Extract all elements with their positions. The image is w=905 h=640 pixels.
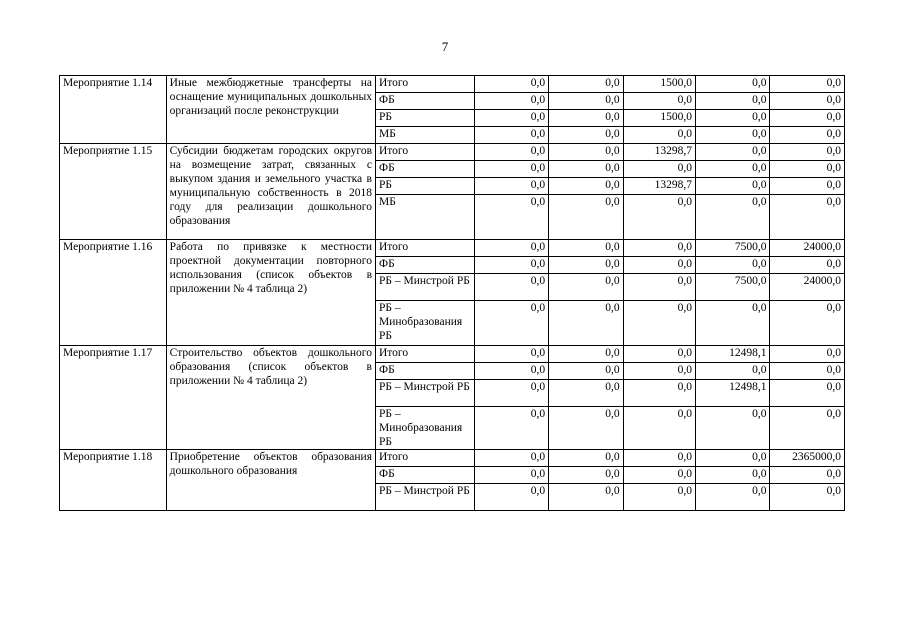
amount-cell: 2365000,0 [770, 450, 845, 467]
amount-cell: 0,0 [770, 178, 845, 195]
amount-cell: 0,0 [549, 380, 623, 407]
amount-cell: 0,0 [770, 144, 845, 161]
amount-cell: 0,0 [623, 363, 695, 380]
funding-source: РБ – Минстрой РБ [376, 274, 475, 301]
amount-cell: 0,0 [623, 127, 695, 144]
funding-source: РБ [376, 178, 475, 195]
amount-cell: 0,0 [549, 195, 623, 240]
amount-cell: 0,0 [474, 274, 548, 301]
amount-cell: 0,0 [696, 127, 770, 144]
amount-cell: 0,0 [474, 484, 548, 511]
amount-cell: 0,0 [623, 240, 695, 257]
amount-cell: 0,0 [474, 407, 548, 450]
amount-cell: 0,0 [623, 380, 695, 407]
amount-cell: 0,0 [696, 484, 770, 511]
amount-cell: 0,0 [623, 93, 695, 110]
event-label: Мероприятие 1.15 [60, 144, 167, 240]
amount-cell: 0,0 [770, 301, 845, 346]
amount-cell: 0,0 [623, 301, 695, 346]
amount-cell: 0,0 [696, 178, 770, 195]
funding-source: РБ [376, 110, 475, 127]
amount-cell: 0,0 [770, 161, 845, 178]
funding-source: Итого [376, 240, 475, 257]
amount-cell: 0,0 [696, 93, 770, 110]
amount-cell: 0,0 [696, 144, 770, 161]
amount-cell: 0,0 [623, 407, 695, 450]
amount-cell: 0,0 [549, 274, 623, 301]
amount-cell: 0,0 [623, 450, 695, 467]
funding-source: ФБ [376, 161, 475, 178]
funding-source: ФБ [376, 93, 475, 110]
amount-cell: 0,0 [770, 110, 845, 127]
funding-source: РБ – Минобразования РБ [376, 407, 475, 450]
amount-cell: 0,0 [770, 380, 845, 407]
amount-cell: 0,0 [549, 161, 623, 178]
amount-cell: 0,0 [623, 346, 695, 363]
event-description: Иные межбюджетные трансферты на оснащение муниципальных дошкольных организаций после реконструкции [166, 76, 375, 144]
amount-cell: 7500,0 [696, 274, 770, 301]
amount-cell: 13298,7 [623, 144, 695, 161]
amount-cell: 0,0 [770, 467, 845, 484]
amount-cell: 0,0 [549, 144, 623, 161]
amount-cell: 0,0 [770, 195, 845, 240]
funding-source: Итого [376, 144, 475, 161]
amount-cell: 0,0 [549, 257, 623, 274]
amount-cell: 0,0 [696, 76, 770, 93]
amount-cell: 0,0 [549, 178, 623, 195]
amount-cell: 0,0 [549, 110, 623, 127]
table-row [60, 450, 845, 467]
amount-cell: 0,0 [474, 127, 548, 144]
amount-cell: 0,0 [623, 484, 695, 511]
amount-cell: 0,0 [623, 467, 695, 484]
amount-cell: 0,0 [474, 467, 548, 484]
funding-source: Итого [376, 76, 475, 93]
table-row [60, 346, 845, 363]
amount-cell: 1500,0 [623, 76, 695, 93]
amount-cell: 0,0 [770, 257, 845, 274]
funding-source: РБ – Минстрой РБ [376, 380, 475, 407]
event-description: Приобретение объектов образования дошкольного образования [166, 450, 375, 511]
amount-cell: 0,0 [474, 363, 548, 380]
funding-source: РБ – Минстрой РБ [376, 484, 475, 511]
event-label: Мероприятие 1.18 [60, 450, 167, 511]
amount-cell: 1500,0 [623, 110, 695, 127]
amount-cell: 0,0 [623, 274, 695, 301]
amount-cell: 0,0 [770, 93, 845, 110]
amount-cell: 24000,0 [770, 274, 845, 301]
funding-source: МБ [376, 195, 475, 240]
amount-cell: 0,0 [696, 195, 770, 240]
amount-cell: 12498,1 [696, 380, 770, 407]
event-description: Работа по привязке к местности проектной документации повторного использования (список объектов в приложении № 4 таблица 2) [166, 240, 375, 346]
amount-cell: 0,0 [549, 407, 623, 450]
funding-table [59, 75, 845, 511]
event-description: Строительство объектов дошкольного образования (список объектов в приложении № 4 таблица 2) [166, 346, 375, 450]
event-label: Мероприятие 1.17 [60, 346, 167, 450]
amount-cell: 0,0 [696, 450, 770, 467]
funding-source: ФБ [376, 467, 475, 484]
amount-cell: 0,0 [474, 178, 548, 195]
amount-cell: 0,0 [549, 450, 623, 467]
amount-cell: 0,0 [696, 301, 770, 346]
amount-cell: 0,0 [770, 363, 845, 380]
amount-cell: 0,0 [549, 240, 623, 257]
event-label: Мероприятие 1.16 [60, 240, 167, 346]
amount-cell: 0,0 [770, 484, 845, 511]
amount-cell: 0,0 [474, 110, 548, 127]
table-row [60, 240, 845, 257]
amount-cell: 0,0 [696, 363, 770, 380]
amount-cell: 0,0 [696, 257, 770, 274]
amount-cell: 0,0 [549, 76, 623, 93]
funding-source: ФБ [376, 363, 475, 380]
amount-cell: 0,0 [696, 161, 770, 178]
event-description: Субсидии бюджетам городских округов на возмещение затрат, связанных с выкупом здания и земельного участка в муниципальную собственность в 2018 году для реализации дошкольного образования [166, 144, 375, 240]
amount-cell: 0,0 [623, 161, 695, 178]
amount-cell: 0,0 [549, 127, 623, 144]
amount-cell: 0,0 [549, 484, 623, 511]
amount-cell: 0,0 [474, 301, 548, 346]
amount-cell: 0,0 [696, 467, 770, 484]
table-row [60, 144, 845, 161]
funding-source: РБ – Минобразования РБ [376, 301, 475, 346]
amount-cell: 0,0 [549, 301, 623, 346]
amount-cell: 0,0 [770, 407, 845, 450]
amount-cell: 0,0 [474, 144, 548, 161]
amount-cell: 0,0 [770, 76, 845, 93]
funding-source: Итого [376, 450, 475, 467]
amount-cell: 0,0 [549, 346, 623, 363]
table-row [60, 76, 845, 93]
amount-cell: 12498,1 [696, 346, 770, 363]
page-number: 7 [441, 39, 449, 54]
amount-cell: 0,0 [474, 380, 548, 407]
amount-cell: 0,0 [549, 467, 623, 484]
amount-cell: 7500,0 [696, 240, 770, 257]
amount-cell: 0,0 [474, 240, 548, 257]
amount-cell: 0,0 [623, 257, 695, 274]
funding-source: Итого [376, 346, 475, 363]
amount-cell: 0,0 [696, 110, 770, 127]
amount-cell: 24000,0 [770, 240, 845, 257]
amount-cell: 0,0 [696, 407, 770, 450]
funding-source: МБ [376, 127, 475, 144]
amount-cell: 0,0 [474, 257, 548, 274]
amount-cell: 0,0 [474, 195, 548, 240]
amount-cell: 0,0 [770, 127, 845, 144]
amount-cell: 0,0 [623, 195, 695, 240]
amount-cell: 13298,7 [623, 178, 695, 195]
event-label: Мероприятие 1.14 [60, 76, 167, 144]
amount-cell: 0,0 [549, 93, 623, 110]
amount-cell: 0,0 [474, 93, 548, 110]
amount-cell: 0,0 [474, 450, 548, 467]
amount-cell: 0,0 [474, 161, 548, 178]
amount-cell: 0,0 [549, 363, 623, 380]
amount-cell: 0,0 [474, 76, 548, 93]
amount-cell: 0,0 [474, 346, 548, 363]
amount-cell: 0,0 [770, 346, 845, 363]
funding-source: ФБ [376, 257, 475, 274]
funding-table-body [60, 76, 845, 511]
